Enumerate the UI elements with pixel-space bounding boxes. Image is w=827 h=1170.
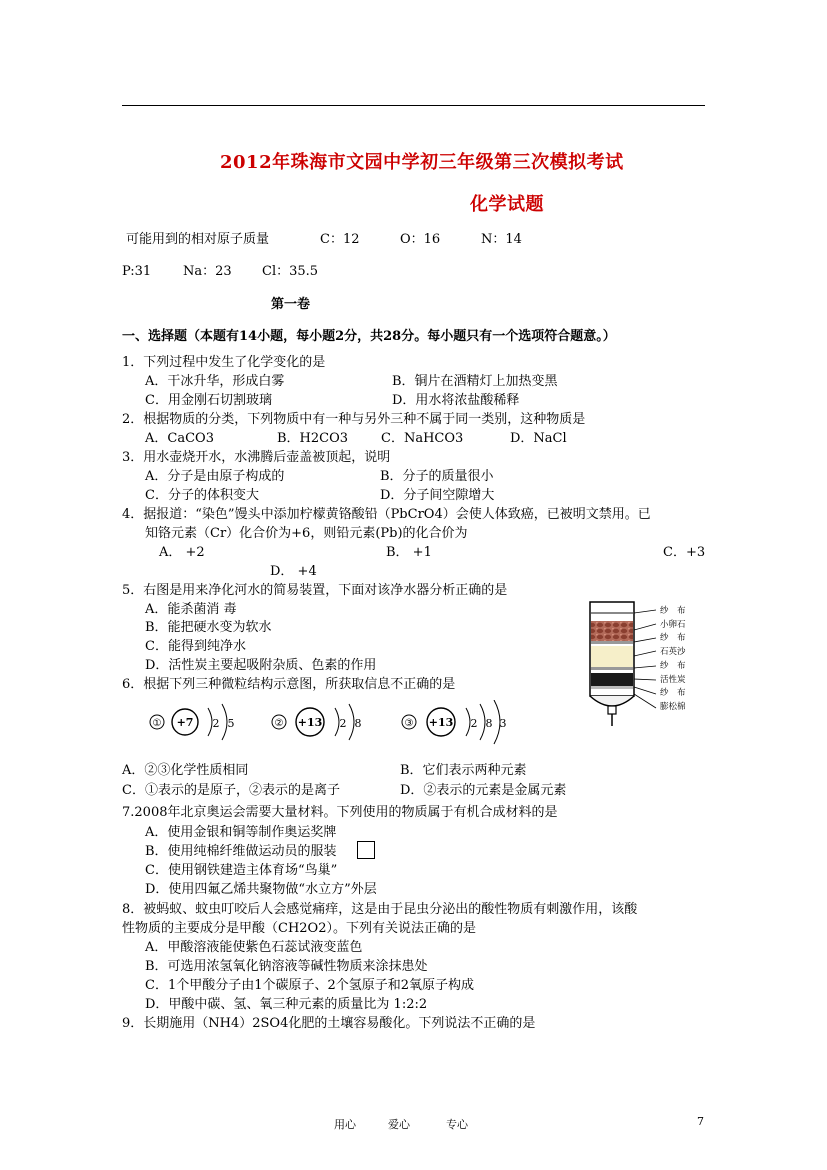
atomic-mass-label: 可能用到的相对原子质量 (126, 232, 270, 247)
filter-layer-carbon (591, 673, 633, 686)
filter-label: 纱 布 (660, 606, 686, 616)
q3-option-a: A．分子是由原子构成的 (145, 469, 285, 484)
q2-option-d: D．NaCl (510, 431, 567, 446)
filter-labels (660, 605, 686, 715)
q8-option-b: B．可选用浓氢氧化钠溶液等碱性物质来涂抹患处 (145, 959, 428, 974)
q2-option-b: B．H2CO3 (277, 431, 349, 446)
q2-option-c: C．NaHCO3 (381, 431, 464, 446)
atomic-mass-o: O：16 (400, 232, 441, 247)
atomic-mass-na: Na：23 (183, 264, 232, 279)
filter-layer-pebbles (591, 621, 633, 641)
filter-label: 活性炭 (660, 674, 686, 685)
filter-label: 石英沙 (660, 647, 686, 658)
q4-option-d: D． +4 (270, 564, 317, 579)
q1-option-a: A．干冰升华，形成白雾 (145, 374, 285, 389)
atomic-structure-diagrams (140, 700, 520, 748)
q8-stem-line2: 性物质的主要成分是甲酸（CH2O2）。下列有关说法正确的是 (122, 921, 476, 936)
structure-3-shell-2 (480, 704, 485, 740)
q2-option-a: A．CaCO3 (145, 431, 214, 446)
filter-label: 膨松棉 (660, 701, 686, 712)
structure-1-shell-1 (208, 708, 212, 736)
q7-option-d: D．使用四氟乙烯共聚物做“水立方”外层 (145, 882, 377, 897)
atomic-mass-n: N：14 (481, 232, 522, 247)
q1-option-d: D．用水将浓盐酸稀释 (392, 393, 520, 408)
structure-2-shell-1 (335, 708, 339, 736)
q5-stem: 5．右图是用来净化河水的简易装置，下面对该净水器分析正确的是 (122, 583, 508, 598)
structure-3-tag: ③ (404, 718, 414, 729)
atomic-mass-c: C：12 (320, 232, 360, 247)
q3-option-c: C．分子的体积变大 (145, 488, 259, 503)
q8-option-d: D．甲酸中碳、氢、氧三种元素的质量比为 1:2:2 (145, 997, 428, 1012)
structure-1-shell-2 (222, 704, 227, 740)
filter-layer-gauze-4 (591, 686, 633, 689)
section-heading: 一、选择题（本题有14小题，每小题2分，共28分。每小题只有一个选项符合题意。） (122, 329, 616, 344)
q8-option-a: A．甲酸溶液能使紫色石蕊试液变蓝色 (145, 940, 363, 955)
footer-motto-3: 专心 (446, 1118, 468, 1131)
atomic-mass-p: P:31 (122, 264, 152, 279)
q7-option-c: C．使用钢铁建造主体育场“鸟巢” (145, 863, 338, 878)
q7-option-b: B．使用纯棉纤维做运动员的服装 (145, 844, 337, 859)
q8-option-c: C．1个甲酸分子由1个碳原子、2个氢原子和2氧原子构成 (145, 978, 475, 993)
structure-1-electrons-2: 5 (227, 717, 235, 730)
filter-outlet (608, 706, 616, 714)
structure-3-electrons-3: 3 (499, 717, 507, 730)
q4-stem-line1: 4．据报道：“染色”馒头中添加柠檬黄铬酸铅（PbCrO4）会使人体致癌，已被明文禁用。已 (122, 507, 651, 522)
q7-option-a: A．使用金银和铜等制作奥运奖牌 (145, 825, 337, 840)
q1-option-b: B．铜片在酒精灯上加热变黑 (392, 374, 558, 389)
filter-layer-gauze-2 (591, 641, 633, 644)
q6-option-c: C．①表示的是原子，②表示的是离子 (122, 783, 340, 798)
answer-checkbox[interactable] (357, 841, 375, 859)
volume-heading: 第一卷 (271, 297, 311, 312)
q3-stem: 3．用水壶烧开水，水沸腾后壶盖被顶起，说明 (122, 450, 391, 465)
q8-stem-line1: 8．被蚂蚁、蚊虫叮咬后人会感觉痛痒，这是由于昆虫分泌出的酸性物质有刺激作用，该酸 (122, 902, 638, 917)
structure-1-charge: +7 (176, 716, 194, 729)
footer-motto-1: 用心 (334, 1118, 356, 1131)
filter-layer-gauze-3 (591, 667, 633, 670)
filter-label: 纱 布 (660, 688, 686, 699)
q6-stem: 6．根据下列三种微粒结构示意图，所获取信息不正确的是 (122, 677, 456, 692)
header-rule (122, 105, 705, 106)
filter-layer-gauze-1 (591, 612, 633, 614)
q3-option-b: B．分子的质量很小 (380, 469, 494, 484)
q2-stem: 2．根据物质的分类，下列物质中有一种与另外三种不属于同一类别，这种物质是 (122, 412, 586, 427)
structure-2-electrons-2: 8 (354, 717, 362, 730)
q6-option-a: A．②③化学性质相同 (122, 763, 249, 778)
structure-2-shell-2 (349, 704, 354, 740)
filter-label: 纱 布 (660, 660, 686, 671)
filter-label: 小卵石 (660, 619, 686, 630)
structure-1-tag: ① (152, 718, 162, 729)
structure-2-tag: ② (274, 718, 284, 729)
q4-option-c: C．+3 (663, 545, 706, 560)
q4-option-a: A． +2 (159, 545, 205, 560)
subject-title: 化学试题 (470, 194, 544, 215)
filter-layer-sand (591, 646, 633, 667)
q4-option-b: B． +1 (386, 545, 432, 560)
q9-stem: 9．长期施用（NH4）2SO4化肥的土壤容易酸化。下列说法不正确的是 (122, 1016, 536, 1031)
q1-option-c: C．用金刚石切割玻璃 (145, 393, 272, 408)
page-number: 7 (697, 1115, 704, 1128)
structure-3-electrons-2: 8 (485, 717, 493, 730)
q7-stem: 7.2008年北京奥运会需要大量材料。下列使用的物质属于有机合成材料的是 (122, 805, 558, 820)
q5-option-d: D．活性炭主要起吸附杂质、色素的作用 (145, 658, 377, 673)
q5-option-a: A．能杀菌消 毒 (145, 602, 237, 617)
structure-1-electrons-1: 2 (212, 717, 220, 730)
filter-bottom (590, 696, 634, 706)
filter-label: 纱 布 (660, 633, 686, 644)
structure-2-charge: +13 (297, 716, 323, 729)
q4-stem-line2: 知铬元素（Cr）化合价为+6，则铅元素(Pb)的化合价为 (145, 526, 468, 541)
structure-3-charge: +13 (428, 716, 454, 729)
atomic-mass-cl: Cl：35.5 (262, 264, 319, 279)
structure-3-electrons-1: 2 (470, 717, 478, 730)
structure-2-electrons-1: 2 (339, 717, 347, 730)
q6-option-d: D．②表示的元素是金属元素 (400, 783, 567, 798)
q6-option-b: B．它们表示两种元素 (400, 763, 527, 778)
q3-option-d: D．分子间空隙增大 (380, 488, 495, 503)
q5-option-b: B．能把硬水变为软水 (145, 620, 272, 635)
q5-option-c: C．能得到纯净水 (145, 639, 246, 654)
footer-motto-2: 爱心 (388, 1118, 410, 1131)
structure-3-shell-1 (466, 708, 470, 736)
exam-title: 2012年珠海市文园中学初三年级第三次模拟考试 (220, 152, 624, 173)
q1-stem: 1．下列过程中发生了化学变化的是 (122, 355, 326, 370)
